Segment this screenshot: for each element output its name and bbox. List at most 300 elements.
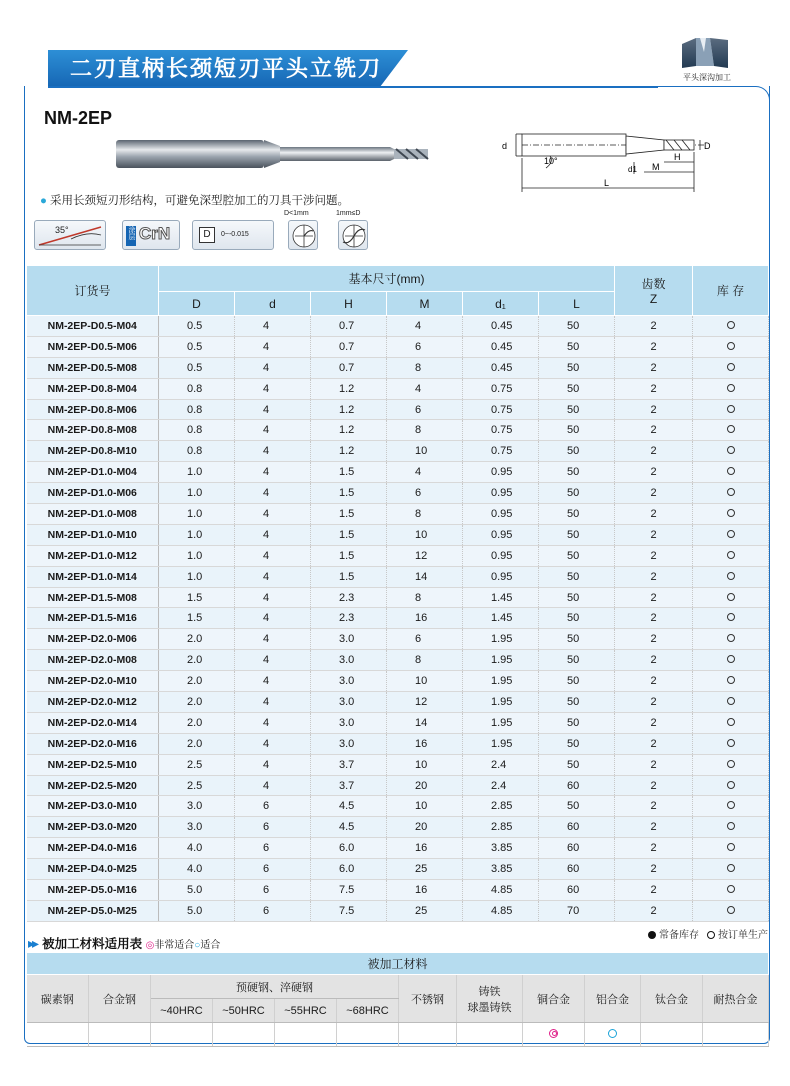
- cell-flutes: 2: [615, 817, 693, 838]
- cell-D: 2.0: [159, 733, 235, 754]
- cell-flutes: 2: [615, 336, 693, 357]
- cell-flutes: 2: [615, 733, 693, 754]
- table-row: [27, 566, 769, 587]
- cell-flutes: 2: [615, 504, 693, 525]
- cell-H: 2.3: [311, 587, 387, 608]
- table-row: [27, 900, 769, 921]
- cell-d: 4: [235, 650, 311, 671]
- end2-tile: [338, 220, 368, 250]
- cell-stock: [693, 336, 769, 357]
- table-row: [27, 880, 769, 901]
- cell-flutes: 2: [615, 754, 693, 775]
- head-stock: 库 存: [693, 266, 769, 316]
- cell-M: 8: [387, 587, 463, 608]
- head-flutes: 齿数 Z: [615, 266, 693, 316]
- cell-d: 6: [235, 796, 311, 817]
- made-to-order-icon: [727, 530, 735, 538]
- end1-tile: [288, 220, 318, 250]
- order-code: NM-2EP-D1.0-M04: [27, 462, 159, 483]
- mark-cast-iron: [457, 1023, 523, 1047]
- mat-heat-resistant: 耐热合金: [703, 975, 769, 1023]
- cell-d: 4: [235, 629, 311, 650]
- order-code: NM-2EP-D5.0-M16: [27, 880, 159, 901]
- cell-H: 7.5: [311, 900, 387, 921]
- cell-L: 50: [539, 441, 615, 462]
- cell-stock: [693, 524, 769, 545]
- cell-H: 1.5: [311, 566, 387, 587]
- stock-filled-icon: [648, 931, 656, 939]
- double-chevron-icon: ▸▸: [28, 935, 37, 951]
- made-to-order-icon: [727, 321, 735, 329]
- cell-d: 4: [235, 336, 311, 357]
- made-to-order-icon: [727, 488, 735, 496]
- page-title: 二刃直柄长颈短刃平头立铣刀: [70, 56, 383, 81]
- dimension-diagram: [494, 122, 724, 194]
- cell-d: 4: [235, 671, 311, 692]
- cell-D: 1.0: [159, 504, 235, 525]
- suitable-mark-icon: [608, 1029, 617, 1038]
- table-row: [27, 671, 769, 692]
- cell-H: 3.0: [311, 712, 387, 733]
- cell-M: 4: [387, 316, 463, 337]
- cell-stock: [693, 462, 769, 483]
- cell-H: 3.0: [311, 629, 387, 650]
- cell-d1: 1.95: [463, 650, 539, 671]
- table-row: [27, 483, 769, 504]
- cell-L: 50: [539, 316, 615, 337]
- cell-M: 10: [387, 796, 463, 817]
- cell-flutes: 2: [615, 900, 693, 921]
- cell-flutes: 2: [615, 545, 693, 566]
- table-row: [27, 608, 769, 629]
- dim-L: L: [604, 178, 610, 188]
- coating-tile: [122, 220, 180, 250]
- cell-d: 4: [235, 483, 311, 504]
- cell-flutes: 2: [615, 796, 693, 817]
- cell-H: 4.5: [311, 817, 387, 838]
- order-code: NM-2EP-D2.0-M16: [27, 733, 159, 754]
- cell-d1: 0.45: [463, 336, 539, 357]
- cell-L: 50: [539, 650, 615, 671]
- table-row: [27, 733, 769, 754]
- cell-flutes: 2: [615, 566, 693, 587]
- mark-50: [213, 1023, 275, 1047]
- cell-H: 6.0: [311, 859, 387, 880]
- cell-flutes: 2: [615, 650, 693, 671]
- made-to-order-icon: [727, 697, 735, 705]
- cell-D: 3.0: [159, 817, 235, 838]
- table-row: [27, 462, 769, 483]
- order-code: NM-2EP-D3.0-M20: [27, 817, 159, 838]
- made-to-order-icon: [727, 634, 735, 642]
- cell-L: 50: [539, 754, 615, 775]
- coating-name: CrN: [139, 224, 171, 243]
- cell-D: 0.5: [159, 316, 235, 337]
- made-to-order-icon: [727, 613, 735, 621]
- mark-carbon: [27, 1023, 89, 1047]
- cell-D: 1.0: [159, 524, 235, 545]
- order-code: NM-2EP-D0.5-M06: [27, 336, 159, 357]
- cell-M: 12: [387, 692, 463, 713]
- cell-flutes: 2: [615, 712, 693, 733]
- order-code: NM-2EP-D0.5-M04: [27, 316, 159, 337]
- cell-L: 50: [539, 524, 615, 545]
- made-to-order-icon: [727, 906, 735, 914]
- very-suitable-icon: ◎: [145, 940, 155, 951]
- order-code: NM-2EP-D2.0-M06: [27, 629, 159, 650]
- table-row: [27, 524, 769, 545]
- order-code: NM-2EP-D0.8-M06: [27, 399, 159, 420]
- mat-40hrc: ~40HRC: [151, 999, 213, 1023]
- cell-d1: 1.95: [463, 629, 539, 650]
- table-row: [27, 420, 769, 441]
- col-D: D: [159, 292, 235, 316]
- cell-stock: [693, 545, 769, 566]
- table-row: [27, 378, 769, 399]
- legend-order: 按订单生产: [718, 930, 768, 941]
- cell-flutes: 2: [615, 441, 693, 462]
- cell-D: 1.5: [159, 608, 235, 629]
- table-row: [27, 316, 769, 337]
- cell-stock: [693, 608, 769, 629]
- order-code: NM-2EP-D2.0-M10: [27, 671, 159, 692]
- cell-H: 7.5: [311, 880, 387, 901]
- cell-D: 0.8: [159, 420, 235, 441]
- cell-L: 50: [539, 692, 615, 713]
- order-code: NM-2EP-D4.0-M16: [27, 838, 159, 859]
- cell-L: 50: [539, 608, 615, 629]
- cell-H: 1.2: [311, 441, 387, 462]
- made-to-order-icon: [727, 822, 735, 830]
- cell-H: 2.3: [311, 608, 387, 629]
- cell-M: 10: [387, 754, 463, 775]
- cell-stock: [693, 754, 769, 775]
- cell-M: 8: [387, 650, 463, 671]
- materials-title: 被加工材料适用表: [42, 937, 143, 951]
- cell-H: 1.5: [311, 524, 387, 545]
- cell-H: 3.7: [311, 754, 387, 775]
- feature-text: 采用长颈短刃形结构，可避免深型腔加工的刀具干涉问题。: [49, 195, 349, 207]
- order-code: NM-2EP-D2.5-M20: [27, 775, 159, 796]
- spec-table: [26, 265, 769, 922]
- cell-L: 50: [539, 420, 615, 441]
- cell-L: 60: [539, 880, 615, 901]
- cell-D: 1.0: [159, 483, 235, 504]
- cell-D: 1.0: [159, 462, 235, 483]
- mat-titanium: 钛合金: [641, 975, 703, 1023]
- cell-d1: 2.4: [463, 775, 539, 796]
- feature-bullet: [40, 192, 349, 208]
- very-suitable-mark-icon: [549, 1029, 558, 1038]
- cell-M: 6: [387, 483, 463, 504]
- cell-D: 2.0: [159, 650, 235, 671]
- cell-M: 6: [387, 336, 463, 357]
- table-row: [27, 545, 769, 566]
- bullet-dot-icon: ●: [40, 195, 47, 207]
- table-row: [27, 838, 769, 859]
- cell-D: 1.5: [159, 587, 235, 608]
- made-to-order-icon: [727, 843, 735, 851]
- cell-H: 0.7: [311, 357, 387, 378]
- mat-hardened-header: 预硬钢、淬硬钢: [151, 975, 399, 999]
- end-mill-photo: [116, 138, 436, 170]
- cell-stock: [693, 880, 769, 901]
- cell-L: 60: [539, 838, 615, 859]
- made-to-order-icon: [727, 718, 735, 726]
- square-end-large-icon: [339, 221, 369, 251]
- dim-d: d: [502, 141, 508, 151]
- col-d1: d₁: [463, 292, 539, 316]
- cell-d: 4: [235, 775, 311, 796]
- cell-d: 4: [235, 545, 311, 566]
- made-to-order-icon: [727, 425, 735, 433]
- cell-d1: 1.95: [463, 692, 539, 713]
- order-code: NM-2EP-D1.0-M08: [27, 504, 159, 525]
- cell-D: 2.5: [159, 754, 235, 775]
- cell-L: 50: [539, 671, 615, 692]
- cell-d: 4: [235, 608, 311, 629]
- cell-L: 50: [539, 336, 615, 357]
- order-code: NM-2EP-D3.0-M10: [27, 796, 159, 817]
- cell-M: 4: [387, 462, 463, 483]
- cell-d1: 1.95: [463, 733, 539, 754]
- mark-heat: [703, 1023, 769, 1047]
- cell-stock: [693, 504, 769, 525]
- cell-stock: [693, 316, 769, 337]
- cell-stock: [693, 441, 769, 462]
- frame-corner: [656, 86, 770, 108]
- cell-stock: [693, 483, 769, 504]
- cell-d1: 0.95: [463, 483, 539, 504]
- cell-d: 4: [235, 754, 311, 775]
- order-code: NM-2EP-D1.0-M12: [27, 545, 159, 566]
- cell-H: 0.7: [311, 316, 387, 337]
- cell-M: 16: [387, 733, 463, 754]
- cell-H: 3.0: [311, 650, 387, 671]
- cell-stock: [693, 399, 769, 420]
- cell-H: 4.5: [311, 796, 387, 817]
- cell-L: 60: [539, 817, 615, 838]
- cell-D: 2.0: [159, 671, 235, 692]
- cell-H: 1.2: [311, 399, 387, 420]
- cell-flutes: 2: [615, 775, 693, 796]
- cell-d1: 0.45: [463, 316, 539, 337]
- mat-carbon-steel: 碳素钢: [27, 975, 89, 1023]
- order-code: NM-2EP-D1.0-M10: [27, 524, 159, 545]
- cell-d: 6: [235, 859, 311, 880]
- cell-L: 50: [539, 587, 615, 608]
- coating-prefix: 涂层: [126, 226, 136, 246]
- made-to-order-icon: [727, 676, 735, 684]
- made-to-order-icon: [727, 864, 735, 872]
- mark-55: [275, 1023, 337, 1047]
- cell-L: 50: [539, 629, 615, 650]
- order-code: NM-2EP-D0.8-M10: [27, 441, 159, 462]
- dim-D: D: [704, 141, 711, 151]
- tolerance-tile: [192, 220, 274, 250]
- made-to-order-icon: [727, 739, 735, 747]
- cell-d: 4: [235, 399, 311, 420]
- stock-open-icon: [707, 931, 715, 939]
- cell-d: 4: [235, 316, 311, 337]
- cell-d1: 2.85: [463, 796, 539, 817]
- cell-d1: 1.45: [463, 587, 539, 608]
- cell-d: 6: [235, 880, 311, 901]
- cell-d: 4: [235, 441, 311, 462]
- cell-H: 1.5: [311, 545, 387, 566]
- cell-M: 10: [387, 441, 463, 462]
- cell-D: 0.8: [159, 441, 235, 462]
- materials-group-header: 被加工材料: [27, 953, 769, 975]
- cell-d: 4: [235, 462, 311, 483]
- deep-slot-logo-icon: [680, 36, 730, 70]
- mark-stainless: [399, 1023, 457, 1047]
- cell-flutes: 2: [615, 462, 693, 483]
- cell-d: 4: [235, 692, 311, 713]
- cell-d: 4: [235, 566, 311, 587]
- cell-M: 10: [387, 524, 463, 545]
- dim-H: H: [674, 152, 681, 162]
- helix-angle-label: 35°: [55, 225, 69, 235]
- order-code: NM-2EP-D0.8-M04: [27, 378, 159, 399]
- made-to-order-icon: [727, 405, 735, 413]
- cell-D: 4.0: [159, 859, 235, 880]
- head-code: 订货号: [27, 266, 159, 316]
- cell-M: 8: [387, 420, 463, 441]
- cell-M: 16: [387, 880, 463, 901]
- cell-M: 16: [387, 838, 463, 859]
- cell-stock: [693, 838, 769, 859]
- cell-M: 4: [387, 378, 463, 399]
- cell-flutes: 2: [615, 608, 693, 629]
- col-M: M: [387, 292, 463, 316]
- cell-L: 50: [539, 462, 615, 483]
- cell-d1: 3.85: [463, 838, 539, 859]
- made-to-order-icon: [727, 384, 735, 392]
- cell-flutes: 2: [615, 316, 693, 337]
- cell-L: 50: [539, 733, 615, 754]
- made-to-order-icon: [727, 363, 735, 371]
- cell-D: 1.0: [159, 545, 235, 566]
- cell-flutes: 2: [615, 859, 693, 880]
- col-d: d: [235, 292, 311, 316]
- spec-icons-row: [34, 210, 394, 262]
- mat-68hrc: ~68HRC: [337, 999, 399, 1023]
- cell-L: 50: [539, 378, 615, 399]
- cell-D: 2.5: [159, 775, 235, 796]
- cell-d1: 0.95: [463, 462, 539, 483]
- cell-flutes: 2: [615, 692, 693, 713]
- cell-L: 50: [539, 796, 615, 817]
- cell-d: 6: [235, 900, 311, 921]
- cell-d: 4: [235, 712, 311, 733]
- cell-flutes: 2: [615, 483, 693, 504]
- table-row: [27, 859, 769, 880]
- made-to-order-icon: [727, 781, 735, 789]
- order-code: NM-2EP-D1.0-M06: [27, 483, 159, 504]
- cell-stock: [693, 796, 769, 817]
- cell-M: 12: [387, 545, 463, 566]
- cell-d: 4: [235, 420, 311, 441]
- cell-D: 3.0: [159, 796, 235, 817]
- mat-55hrc: ~55HRC: [275, 999, 337, 1023]
- cell-d1: 4.85: [463, 880, 539, 901]
- table-row: [27, 336, 769, 357]
- mat-aluminum: 铝合金: [585, 975, 641, 1023]
- made-to-order-icon: [727, 551, 735, 559]
- cell-d: 4: [235, 733, 311, 754]
- table-row: [27, 692, 769, 713]
- cell-d1: 0.45: [463, 357, 539, 378]
- table-row: [27, 399, 769, 420]
- table-row: [27, 796, 769, 817]
- cell-flutes: 2: [615, 671, 693, 692]
- made-to-order-icon: [727, 885, 735, 893]
- head-dims: 基本尺寸(mm): [159, 266, 615, 292]
- cell-stock: [693, 629, 769, 650]
- cell-stock: [693, 420, 769, 441]
- cell-flutes: 2: [615, 399, 693, 420]
- dim-M: M: [652, 162, 660, 172]
- suitable-label: 适合: [200, 940, 221, 951]
- cell-H: 0.7: [311, 336, 387, 357]
- cell-L: 60: [539, 859, 615, 880]
- cell-d: 4: [235, 587, 311, 608]
- cell-D: 4.0: [159, 838, 235, 859]
- helix-angle-icon: [35, 221, 107, 251]
- table-row: [27, 650, 769, 671]
- table-row: [27, 629, 769, 650]
- cell-H: 1.2: [311, 420, 387, 441]
- cell-L: 50: [539, 566, 615, 587]
- cell-stock: [693, 775, 769, 796]
- cell-d1: 4.85: [463, 900, 539, 921]
- made-to-order-icon: [727, 801, 735, 809]
- cell-stock: [693, 712, 769, 733]
- order-code: NM-2EP-D2.0-M12: [27, 692, 159, 713]
- mat-stainless: 不锈钢: [399, 975, 457, 1023]
- cell-d1: 3.85: [463, 859, 539, 880]
- cell-H: 1.2: [311, 378, 387, 399]
- cell-L: 70: [539, 900, 615, 921]
- cell-stock: [693, 650, 769, 671]
- order-code: NM-2EP-D2.0-M14: [27, 712, 159, 733]
- cell-H: 3.7: [311, 775, 387, 796]
- cell-stock: [693, 566, 769, 587]
- cell-stock: [693, 859, 769, 880]
- cell-D: 2.0: [159, 692, 235, 713]
- cell-d: 6: [235, 838, 311, 859]
- cell-D: 2.0: [159, 712, 235, 733]
- cell-d1: 0.75: [463, 378, 539, 399]
- cell-d: 4: [235, 524, 311, 545]
- mat-alloy-steel: 合金钢: [89, 975, 151, 1023]
- cell-flutes: 2: [615, 378, 693, 399]
- table-row: [27, 775, 769, 796]
- cell-D: 2.0: [159, 629, 235, 650]
- cell-D: 0.5: [159, 336, 235, 357]
- cell-D: 5.0: [159, 880, 235, 901]
- cell-D: 0.8: [159, 378, 235, 399]
- cell-d1: 0.95: [463, 545, 539, 566]
- cell-L: 60: [539, 775, 615, 796]
- helix-angle-tile: [34, 220, 106, 250]
- table-row: [27, 504, 769, 525]
- cell-M: 10: [387, 671, 463, 692]
- cell-D: 5.0: [159, 900, 235, 921]
- dim-d1: d1: [628, 165, 637, 174]
- cell-H: 1.5: [311, 504, 387, 525]
